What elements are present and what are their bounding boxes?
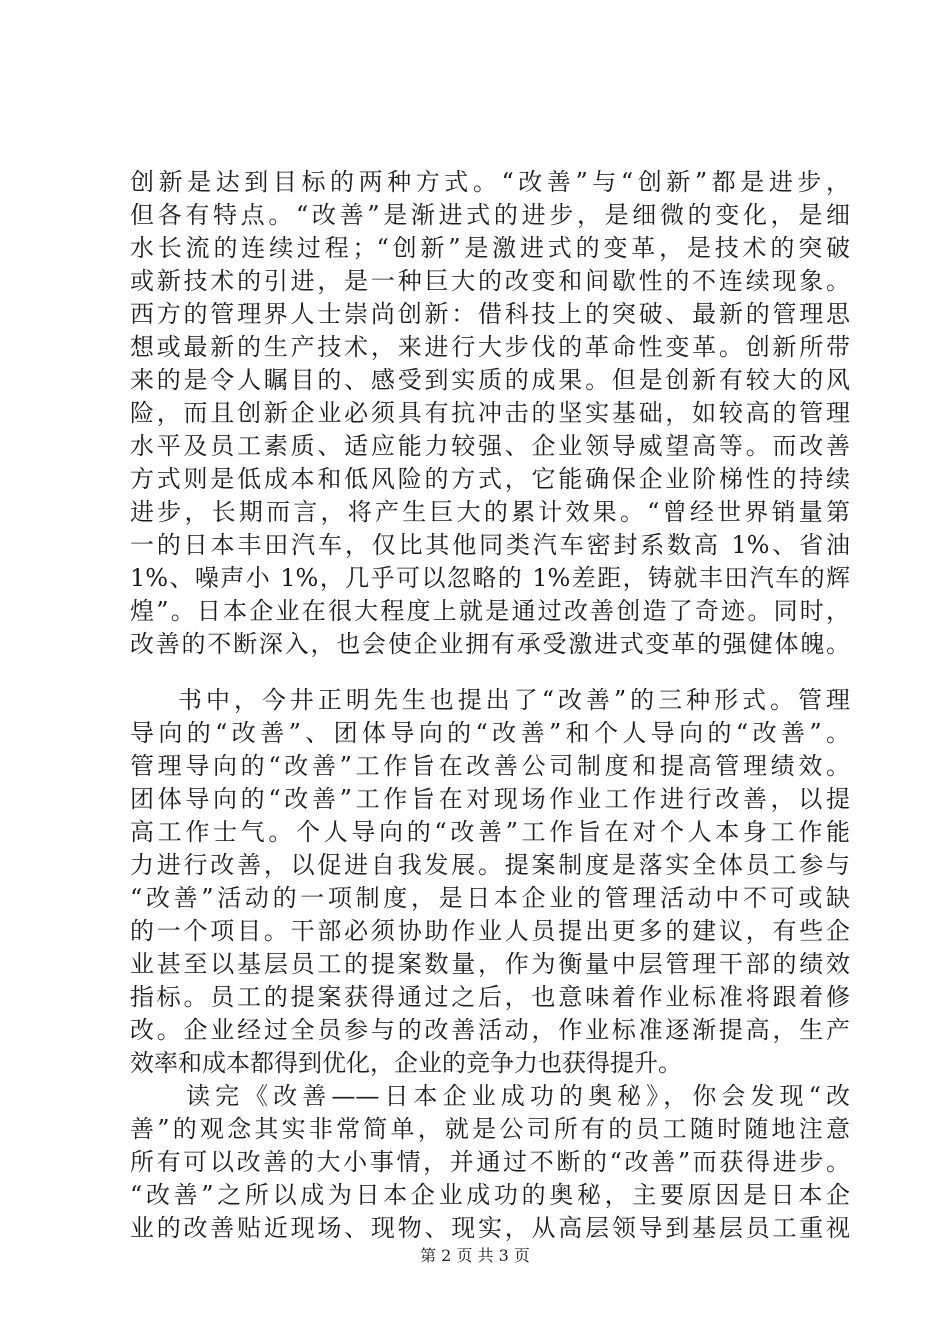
text-line: 险，而且创新企业必须具有抗冲击的坚实基础，如较高的管理 [130,399,850,427]
text-line: 或新技术的引进，是一种巨大的改变和间歇性的不连续现象。 [130,267,850,295]
text-line: 方式则是低成本和低风险的方式，它能确保企业阶梯性的持续 [130,465,850,493]
text-line: 想或最新的生产技术，来进行大步伐的革命性变革。创新所带 [130,333,850,361]
text-line: 一的日本丰田汽车，仅比其他同类汽车密封系数高 1%、省油 [130,531,850,559]
text-line: 高工作士气。个人导向的“改善”工作旨在对个人本身工作能 [130,818,850,846]
text-line: 煌”。日本企业在很大程度上就是通过改善创造了奇迹。同时， [130,597,850,625]
text-line: 团体导向的“改善”工作旨在对现场作业工作进行改善，以提 [130,785,850,813]
text-line: 所有可以改善的大小事情，并通过不断的“改善”而获得进步。 [130,1148,850,1176]
text-line: 读完《改善——日本企业成功的奥秘》，你会发现“改 [186,1082,850,1110]
text-line: 指标。员工的提案获得通过之后，也意味着作业标准将跟着修 [130,983,850,1011]
text-line: 改。企业经过全员参与的改善活动，作业标准逐渐提高，生产 [130,1016,850,1044]
text-line: 的一个项目。干部必须协助作业人员提出更多的建议，有些企 [130,917,850,945]
text-line: 管理导向的“改善”工作旨在改善公司制度和提高管理绩效。 [130,752,850,780]
text-line: 西方的管理界人士崇尚创新：借科技上的突破、最新的管理思 [130,300,850,328]
text-line: “改善”之所以成为日本企业成功的奥秘，主要原因是日本企 [130,1181,850,1209]
text-line: 进步，长期而言，将产生巨大的累计效果。“曾经世界销量第 [130,498,850,526]
page-number-footer: 第 2 页 共 3 页 [420,1246,530,1265]
text-line: 力进行改善，以促进自我发展。提案制度是落实全体员工参与 [130,851,850,879]
text-line: 效率和成本都得到优化，企业的竞争力也获得提升。 [130,1049,682,1077]
text-line: 创新是达到目标的两种方式。“改善”与“创新”都是进步， [130,168,850,196]
text-line: 水平及员工素质、适应能力较强、企业领导威望高等。而改善 [130,432,850,460]
text-line: 导向的“改善”、团体导向的“改善”和个人导向的“改善”。 [130,719,850,747]
text-line: 善”的观念其实非常简单，就是公司所有的员工随时随地注意 [130,1115,850,1143]
text-line: “改善”活动的一项制度，是日本企业的管理活动中不可或缺 [130,884,850,912]
text-line: 水长流的连续过程；“创新”是激进式的变革，是技术的突破 [130,234,850,262]
text-line: 业的改善贴近现场、现物、现实，从高层领导到基层员工重视 [130,1214,850,1242]
text-line: 1%、噪声小 1%，几乎可以忽略的 1%差距，铸就丰田汽车的辉 [130,564,850,592]
text-line: 来的是令人瞩目的、感受到实质的成果。但是创新有较大的风 [130,366,850,394]
text-line: 书中，今井正明先生也提出了“改善”的三种形式。管理 [178,686,850,714]
text-line: 改善的不断深入，也会使企业拥有承受激进式变革的强健体魄。 [130,630,850,658]
text-line: 但各有特点。“改善”是渐进式的进步，是细微的变化，是细 [130,201,850,229]
text-line: 业甚至以基层员工的提案数量，作为衡量中层管理干部的绩效 [130,950,850,978]
